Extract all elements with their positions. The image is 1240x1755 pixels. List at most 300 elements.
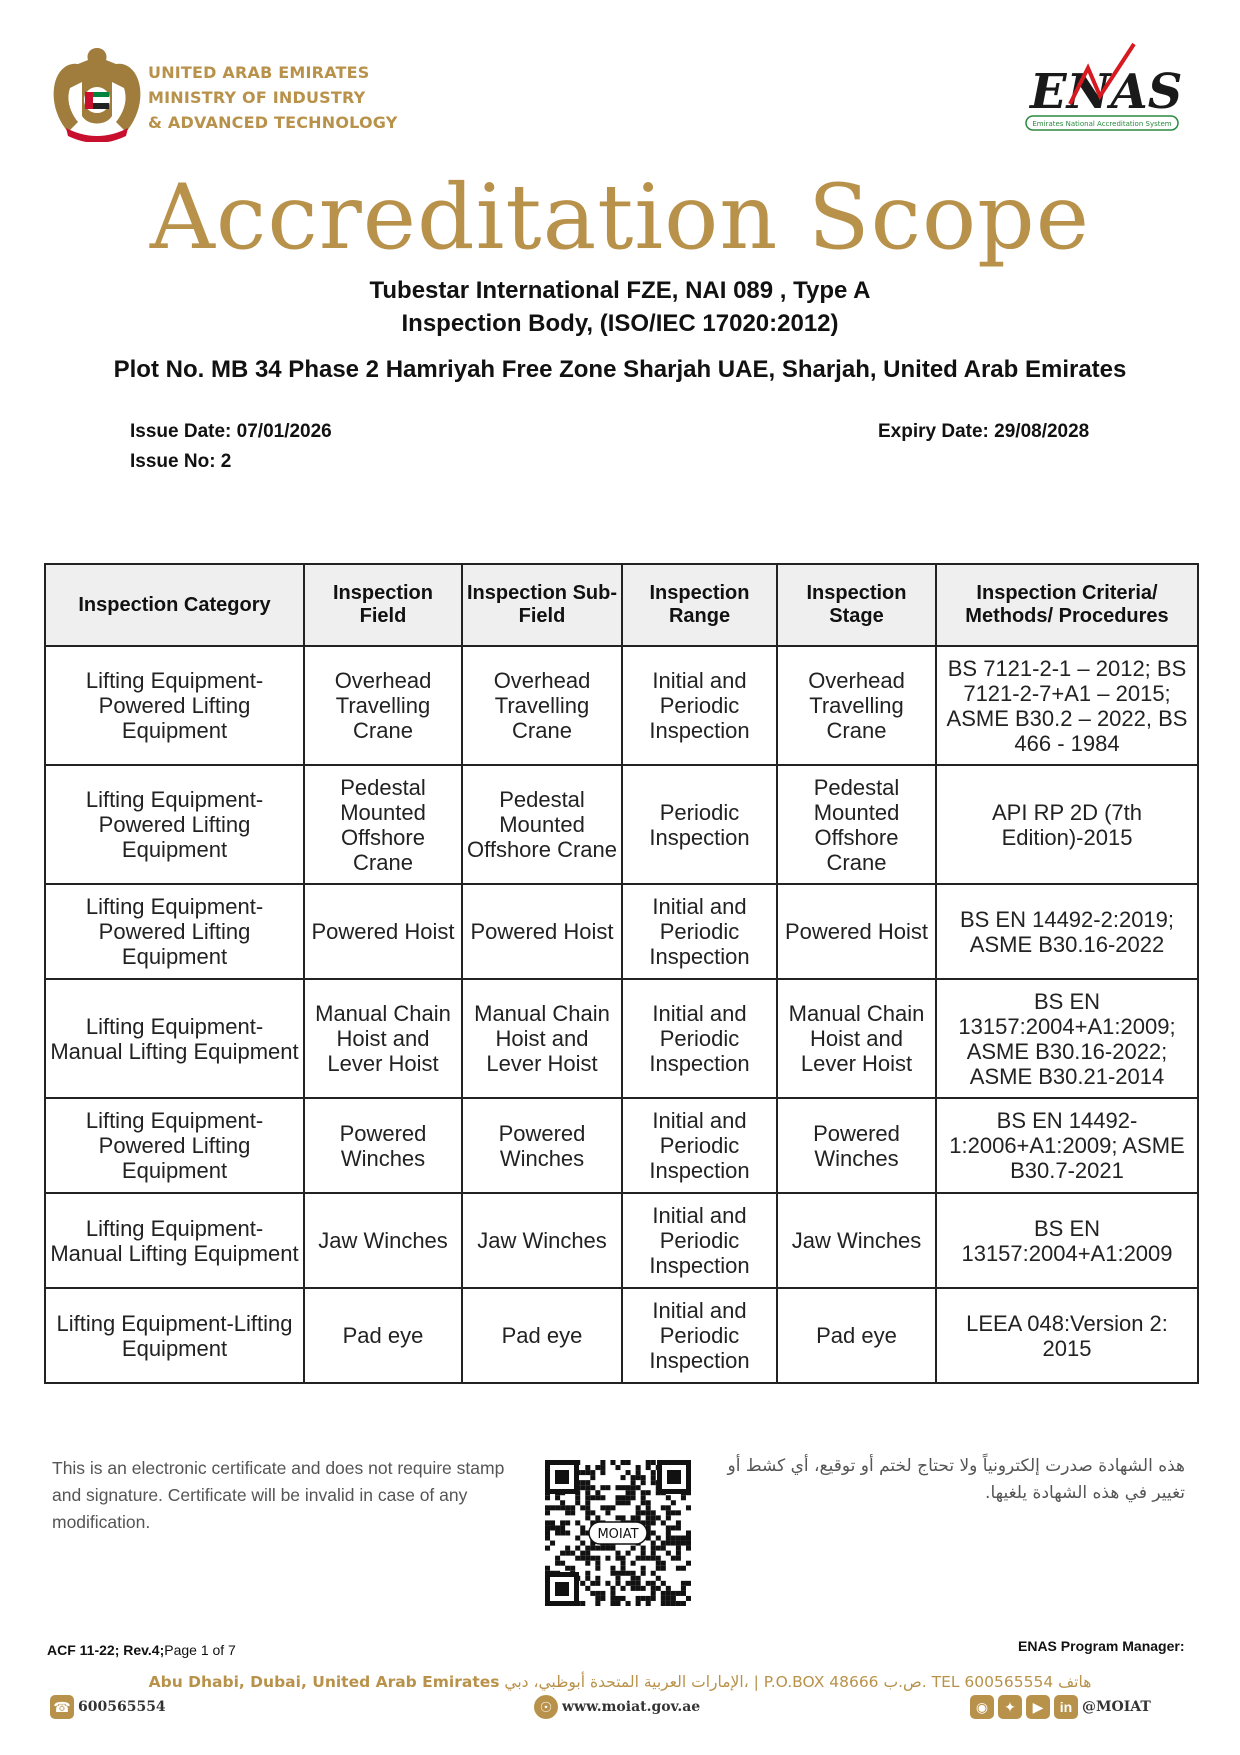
qr-module bbox=[621, 1596, 626, 1601]
qr-module bbox=[671, 1525, 676, 1530]
qr-module bbox=[636, 1485, 641, 1490]
qr-module bbox=[676, 1541, 681, 1546]
table-cell: Powered Winches bbox=[304, 1098, 462, 1193]
qr-module bbox=[676, 1566, 681, 1571]
issue-date: Issue Date: 07/01/2026 bbox=[130, 421, 332, 442]
qr-module bbox=[651, 1551, 656, 1556]
qr-module bbox=[646, 1465, 651, 1470]
qr-label: MOIAT bbox=[597, 1527, 639, 1542]
qr-module bbox=[585, 1490, 590, 1495]
qr-module bbox=[666, 1530, 671, 1535]
qr-module bbox=[585, 1500, 590, 1505]
qr-module bbox=[595, 1561, 600, 1566]
qr-module bbox=[631, 1485, 636, 1490]
qr-module bbox=[661, 1505, 666, 1510]
qr-module bbox=[641, 1495, 646, 1500]
qr-module bbox=[615, 1495, 620, 1500]
qr-module bbox=[666, 1505, 671, 1510]
qr-module bbox=[585, 1556, 590, 1561]
qr-module bbox=[595, 1556, 600, 1561]
table-cell: Powered Hoist bbox=[304, 884, 462, 979]
verification-qr-code[interactable] bbox=[545, 1460, 691, 1606]
qr-module bbox=[585, 1480, 590, 1485]
qr-module bbox=[615, 1596, 620, 1601]
qr-module bbox=[560, 1530, 565, 1535]
table-header-row bbox=[45, 564, 1198, 646]
qr-module bbox=[651, 1596, 656, 1601]
qr-module bbox=[656, 1576, 661, 1581]
table-cell: Pad eye bbox=[777, 1288, 936, 1383]
qr-module bbox=[631, 1571, 636, 1576]
table-cell: Pedestal Mounted Offshore Crane bbox=[777, 765, 936, 884]
qr-module bbox=[615, 1556, 620, 1561]
qr-module bbox=[585, 1465, 590, 1470]
qr-module bbox=[570, 1510, 575, 1515]
qr-module bbox=[646, 1500, 651, 1505]
qr-module bbox=[676, 1556, 681, 1561]
qr-module bbox=[676, 1551, 681, 1556]
qr-module bbox=[671, 1500, 676, 1505]
page-number: Page 1 of 7 bbox=[164, 1642, 236, 1658]
organization-address: Plot No. MB 34 Phase 2 Hamriyah Free Zone Sharjah UAE, Sharjah, United Arab Emirates bbox=[113, 356, 1127, 383]
qr-module bbox=[600, 1591, 605, 1596]
qr-module bbox=[636, 1586, 641, 1591]
qr-module bbox=[590, 1485, 595, 1490]
qr-module bbox=[615, 1551, 620, 1556]
qr-module bbox=[626, 1470, 631, 1475]
qr-module bbox=[681, 1495, 686, 1500]
qr-module bbox=[585, 1586, 590, 1591]
qr-module bbox=[641, 1480, 646, 1485]
qr-module bbox=[651, 1515, 656, 1520]
table-row bbox=[45, 979, 1198, 1098]
qr-module bbox=[666, 1495, 671, 1500]
qr-module bbox=[555, 1530, 560, 1535]
qr-module bbox=[641, 1596, 646, 1601]
table-row bbox=[45, 646, 1198, 765]
table-row bbox=[45, 765, 1198, 884]
form-reference bbox=[47, 1642, 236, 1658]
footer-website[interactable] bbox=[534, 1695, 700, 1719]
qr-module bbox=[686, 1546, 691, 1551]
footer-phone[interactable] bbox=[50, 1695, 166, 1719]
qr-module bbox=[646, 1505, 651, 1510]
qr-module bbox=[610, 1566, 615, 1571]
table-cell: BS 7121-2-1 – 2012; BS 7121-2-7+A1 – 2015; ASME B30.2 – 2022, BS 466 - 1984 bbox=[936, 646, 1198, 765]
qr-module bbox=[641, 1586, 646, 1591]
qr-module bbox=[656, 1561, 661, 1566]
qr-module bbox=[646, 1490, 651, 1495]
qr-module bbox=[636, 1581, 641, 1586]
qr-module bbox=[580, 1551, 585, 1556]
qr-module bbox=[651, 1480, 656, 1485]
page-title: Accreditation Scope bbox=[149, 165, 1091, 270]
table-row bbox=[45, 884, 1198, 979]
table-cell: Lifting Equipment-Manual Lifting Equipment bbox=[45, 1193, 304, 1288]
qr-module bbox=[545, 1536, 550, 1541]
qr-module bbox=[661, 1541, 666, 1546]
table-cell: Lifting Equipment-Powered Lifting Equipment bbox=[45, 646, 304, 765]
qr-module bbox=[681, 1601, 686, 1606]
qr-module bbox=[595, 1495, 600, 1500]
qr-module bbox=[651, 1556, 656, 1561]
qr-module bbox=[641, 1500, 646, 1505]
table-cell: Lifting Equipment-Powered Lifting Equipment bbox=[45, 765, 304, 884]
table-cell: Periodic Inspection bbox=[622, 765, 777, 884]
qr-module bbox=[575, 1520, 580, 1525]
column-header: Inspection Stage bbox=[777, 564, 936, 646]
footer-address-rest: الإمارات العربية المتحدة أبوظبي، دبي، | P.O.BOX 48666 ص.ب. TEL 600565554 هاتف bbox=[504, 1673, 1092, 1691]
qr-module bbox=[636, 1470, 641, 1475]
qr-module bbox=[615, 1500, 620, 1505]
phone-icon: ☎ bbox=[50, 1695, 74, 1719]
globe-icon: ☉ bbox=[534, 1695, 558, 1719]
qr-module bbox=[550, 1505, 555, 1510]
qr-module bbox=[610, 1460, 615, 1465]
qr-module bbox=[661, 1581, 666, 1586]
qr-module bbox=[570, 1551, 575, 1556]
qr-module bbox=[651, 1530, 656, 1535]
qr-module bbox=[595, 1601, 600, 1606]
qr-module bbox=[570, 1505, 575, 1510]
qr-module bbox=[626, 1495, 631, 1500]
qr-module bbox=[651, 1591, 656, 1596]
table-row bbox=[45, 1193, 1198, 1288]
ministry-name bbox=[148, 60, 398, 135]
qr-module bbox=[666, 1536, 671, 1541]
qr-module bbox=[565, 1505, 570, 1510]
qr-module bbox=[615, 1601, 620, 1606]
qr-module bbox=[681, 1536, 686, 1541]
qr-module bbox=[600, 1465, 605, 1470]
qr-module bbox=[550, 1541, 555, 1546]
qr-module bbox=[585, 1510, 590, 1515]
table-cell: Lifting Equipment-Lifting Equipment bbox=[45, 1288, 304, 1383]
qr-module bbox=[560, 1520, 565, 1525]
qr-module bbox=[676, 1546, 681, 1551]
qr-module bbox=[676, 1510, 681, 1515]
qr-module bbox=[651, 1460, 656, 1465]
enas-logo-text: ENAS bbox=[1030, 64, 1183, 120]
table-cell: Initial and Periodic Inspection bbox=[622, 1288, 777, 1383]
qr-module bbox=[570, 1566, 575, 1571]
column-header: Inspection Field bbox=[304, 564, 462, 646]
qr-module bbox=[600, 1546, 605, 1551]
qr-module bbox=[686, 1596, 691, 1601]
qr-module bbox=[580, 1556, 585, 1561]
qr-module bbox=[676, 1601, 681, 1606]
table-cell: Jaw Winches bbox=[777, 1193, 936, 1288]
table-cell: Overhead Travelling Crane bbox=[777, 646, 936, 765]
table-cell: Overhead Travelling Crane bbox=[304, 646, 462, 765]
column-header: Inspection Sub-Field bbox=[462, 564, 622, 646]
qr-module bbox=[610, 1546, 615, 1551]
qr-module bbox=[585, 1515, 590, 1520]
qr-module bbox=[636, 1556, 641, 1561]
qr-module bbox=[621, 1515, 626, 1520]
qr-module bbox=[661, 1601, 666, 1606]
qr-module bbox=[590, 1581, 595, 1586]
body-type: Inspection Body, (ISO/IEC 17020:2012) bbox=[401, 310, 839, 337]
qr-module bbox=[641, 1571, 646, 1576]
qr-module bbox=[646, 1510, 651, 1515]
qr-module bbox=[626, 1460, 631, 1465]
qr-module bbox=[575, 1500, 580, 1505]
issue-number: Issue No: 2 bbox=[130, 451, 232, 472]
table-cell: Powered Winches bbox=[462, 1098, 622, 1193]
qr-module bbox=[580, 1505, 585, 1510]
qr-module bbox=[676, 1591, 681, 1596]
table-cell: Lifting Equipment-Manual Lifting Equipment bbox=[45, 979, 304, 1098]
qr-module bbox=[671, 1556, 676, 1561]
ministry-line-2: MINISTRY OF INDUSTRY bbox=[148, 88, 366, 107]
qr-module bbox=[555, 1525, 560, 1530]
qr-module bbox=[621, 1566, 626, 1571]
qr-module bbox=[595, 1465, 600, 1470]
qr-module bbox=[555, 1556, 560, 1561]
qr-module bbox=[545, 1530, 550, 1535]
qr-module bbox=[671, 1601, 676, 1606]
qr-module bbox=[600, 1460, 605, 1465]
linkedin-icon[interactable]: in bbox=[1054, 1695, 1078, 1719]
ministry-line-1: UNITED ARAB EMIRATES bbox=[148, 63, 370, 82]
qr-module bbox=[590, 1510, 595, 1515]
qr-module bbox=[585, 1485, 590, 1490]
qr-module bbox=[626, 1571, 631, 1576]
qr-module bbox=[595, 1576, 600, 1581]
qr-module bbox=[580, 1485, 585, 1490]
qr-module bbox=[585, 1470, 590, 1475]
table-cell: BS EN 14492-1:2006+A1:2009; ASME B30.7-2021 bbox=[936, 1098, 1198, 1193]
qr-module bbox=[565, 1530, 570, 1535]
qr-module bbox=[560, 1551, 565, 1556]
table-cell: Powered Hoist bbox=[462, 884, 622, 979]
table-cell: Manual Chain Hoist and Lever Hoist bbox=[304, 979, 462, 1098]
footer-address-en: Abu Dhabi, Dubai, United Arab Emirates bbox=[148, 1673, 500, 1691]
expiry-date: Expiry Date: 29/08/2028 bbox=[878, 421, 1090, 442]
qr-module bbox=[615, 1571, 620, 1576]
qr-module bbox=[615, 1465, 620, 1470]
qr-module bbox=[610, 1571, 615, 1576]
qr-module bbox=[646, 1515, 651, 1520]
qr-module bbox=[641, 1556, 646, 1561]
phone-number: 600565554 bbox=[78, 1699, 166, 1715]
qr-module bbox=[621, 1586, 626, 1591]
qr-module bbox=[565, 1546, 570, 1551]
qr-module bbox=[651, 1571, 656, 1576]
qr-module bbox=[545, 1566, 550, 1571]
qr-module bbox=[595, 1596, 600, 1601]
table-cell: Initial and Periodic Inspection bbox=[622, 1098, 777, 1193]
qr-module bbox=[621, 1561, 626, 1566]
qr-module bbox=[626, 1500, 631, 1505]
qr-module bbox=[686, 1541, 691, 1546]
qr-module bbox=[610, 1601, 615, 1606]
qr-module bbox=[666, 1541, 671, 1546]
qr-module bbox=[621, 1556, 626, 1561]
qr-module bbox=[631, 1475, 636, 1480]
qr-module bbox=[631, 1586, 636, 1591]
qr-module bbox=[585, 1571, 590, 1576]
social-handle: @MOIAT bbox=[1082, 1699, 1151, 1715]
qr-module bbox=[661, 1546, 666, 1551]
qr-module bbox=[671, 1541, 676, 1546]
qr-module bbox=[656, 1546, 661, 1551]
qr-module bbox=[661, 1561, 666, 1566]
organization-name: Tubestar International FZE, NAI 089 , Type A bbox=[369, 277, 871, 304]
qr-module bbox=[585, 1505, 590, 1510]
qr-module bbox=[585, 1576, 590, 1581]
table-cell: LEEA 048:Version 2: 2015 bbox=[936, 1288, 1198, 1383]
qr-module bbox=[651, 1541, 656, 1546]
qr-module bbox=[565, 1551, 570, 1556]
qr-module bbox=[661, 1520, 666, 1525]
qr-module bbox=[651, 1510, 656, 1515]
qr-module bbox=[656, 1536, 661, 1541]
qr-module bbox=[580, 1525, 585, 1530]
qr-module bbox=[626, 1490, 631, 1495]
qr-module bbox=[585, 1546, 590, 1551]
instagram-icon[interactable]: ◉ bbox=[970, 1695, 994, 1719]
qr-module bbox=[636, 1576, 641, 1581]
qr-module bbox=[550, 1525, 555, 1530]
qr-module bbox=[686, 1581, 691, 1586]
qr-module bbox=[550, 1520, 555, 1525]
qr-module bbox=[681, 1581, 686, 1586]
qr-module bbox=[615, 1515, 620, 1520]
qr-module bbox=[545, 1495, 550, 1500]
qr-module bbox=[661, 1566, 666, 1571]
qr-module bbox=[681, 1591, 686, 1596]
enas-logo-subtitle: Emirates National Accreditation System bbox=[1032, 120, 1172, 128]
table-cell: Manual Chain Hoist and Lever Hoist bbox=[777, 979, 936, 1098]
table-cell: Pedestal Mounted Offshore Crane bbox=[304, 765, 462, 884]
qr-module bbox=[590, 1475, 595, 1480]
table-cell: Jaw Winches bbox=[304, 1193, 462, 1288]
table-cell: API RP 2D (7th Edition)-2015 bbox=[936, 765, 1198, 884]
qr-module bbox=[580, 1581, 585, 1586]
qr-module bbox=[600, 1495, 605, 1500]
table-cell: Pad eye bbox=[304, 1288, 462, 1383]
qr-module bbox=[636, 1475, 641, 1480]
table-cell: Lifting Equipment-Powered Lifting Equipment bbox=[45, 1098, 304, 1193]
qr-module bbox=[676, 1520, 681, 1525]
qr-module bbox=[641, 1566, 646, 1571]
column-header: Inspection Range bbox=[622, 564, 777, 646]
qr-module bbox=[641, 1546, 646, 1551]
website-link[interactable]: www.moiat.gov.ae bbox=[562, 1699, 701, 1715]
ministry-line-3: & ADVANCED TECHNOLOGY bbox=[148, 113, 398, 132]
table-cell: Overhead Travelling Crane bbox=[462, 646, 622, 765]
qr-module bbox=[681, 1586, 686, 1591]
qr-module bbox=[686, 1536, 691, 1541]
qr-module bbox=[666, 1525, 671, 1530]
qr-module bbox=[656, 1556, 661, 1561]
qr-module bbox=[545, 1520, 550, 1525]
qr-module bbox=[631, 1581, 636, 1586]
qr-module bbox=[676, 1525, 681, 1530]
qr-module bbox=[621, 1485, 626, 1490]
table-cell: BS EN 13157:2004+A1:2009 bbox=[936, 1193, 1198, 1288]
qr-module bbox=[656, 1566, 661, 1571]
form-reference-code: ACF 11-22; Rev.4; bbox=[47, 1642, 165, 1658]
qr-module bbox=[590, 1556, 595, 1561]
qr-module bbox=[631, 1480, 636, 1485]
qr-module bbox=[666, 1601, 671, 1606]
qr-module bbox=[646, 1596, 651, 1601]
qr-module bbox=[610, 1505, 615, 1510]
qr-module bbox=[580, 1470, 585, 1475]
table-cell: Initial and Periodic Inspection bbox=[622, 1193, 777, 1288]
column-header: Inspection Criteria/ Methods/ Procedures bbox=[936, 564, 1198, 646]
table-row bbox=[45, 1288, 1198, 1383]
qr-module bbox=[555, 1505, 560, 1510]
qr-module bbox=[646, 1556, 651, 1561]
qr-module bbox=[626, 1581, 631, 1586]
qr-module bbox=[600, 1485, 605, 1490]
qr-module bbox=[666, 1586, 671, 1591]
qr-module bbox=[636, 1601, 641, 1606]
qr-module bbox=[575, 1556, 580, 1561]
qr-module bbox=[631, 1515, 636, 1520]
qr-module bbox=[560, 1561, 565, 1566]
qr-module bbox=[545, 1525, 550, 1530]
qr-module bbox=[626, 1551, 631, 1556]
program-manager-label: ENAS Program Manager: bbox=[1018, 1638, 1185, 1654]
qr-module bbox=[636, 1505, 641, 1510]
qr-module bbox=[646, 1581, 651, 1586]
qr-module bbox=[621, 1475, 626, 1480]
qr-module bbox=[560, 1505, 565, 1510]
qr-module bbox=[651, 1581, 656, 1586]
table-cell: BS EN 14492-2:2019; ASME B30.16-2022 bbox=[936, 884, 1198, 979]
qr-module bbox=[545, 1505, 550, 1510]
table-cell: Initial and Periodic Inspection bbox=[622, 646, 777, 765]
qr-module bbox=[621, 1460, 626, 1465]
qr-module bbox=[605, 1485, 610, 1490]
qr-module bbox=[575, 1546, 580, 1551]
qr-module bbox=[580, 1541, 585, 1546]
qr-module bbox=[590, 1470, 595, 1475]
qr-module bbox=[646, 1520, 651, 1525]
qr-module bbox=[631, 1495, 636, 1500]
qr-module bbox=[575, 1495, 580, 1500]
qr-module bbox=[565, 1520, 570, 1525]
youtube-icon[interactable]: ▶ bbox=[1026, 1695, 1050, 1719]
qr-module bbox=[666, 1515, 671, 1520]
qr-module bbox=[641, 1551, 646, 1556]
qr-module bbox=[631, 1561, 636, 1566]
qr-module bbox=[646, 1601, 651, 1606]
qr-module bbox=[631, 1546, 636, 1551]
twitter-icon[interactable]: ✦ bbox=[998, 1695, 1022, 1719]
qr-module bbox=[595, 1566, 600, 1571]
qr-module bbox=[686, 1561, 691, 1566]
qr-module bbox=[605, 1505, 610, 1510]
table-cell: Initial and Periodic Inspection bbox=[622, 884, 777, 979]
qr-module bbox=[626, 1485, 631, 1490]
qr-module bbox=[610, 1591, 615, 1596]
qr-module bbox=[595, 1546, 600, 1551]
qr-module bbox=[580, 1530, 585, 1535]
uae-emblem-logo bbox=[48, 42, 146, 142]
qr-module bbox=[636, 1515, 641, 1520]
qr-module bbox=[560, 1525, 565, 1530]
enas-logo bbox=[1022, 40, 1192, 140]
qr-module bbox=[686, 1505, 691, 1510]
qr-module bbox=[590, 1546, 595, 1551]
qr-module bbox=[651, 1520, 656, 1525]
